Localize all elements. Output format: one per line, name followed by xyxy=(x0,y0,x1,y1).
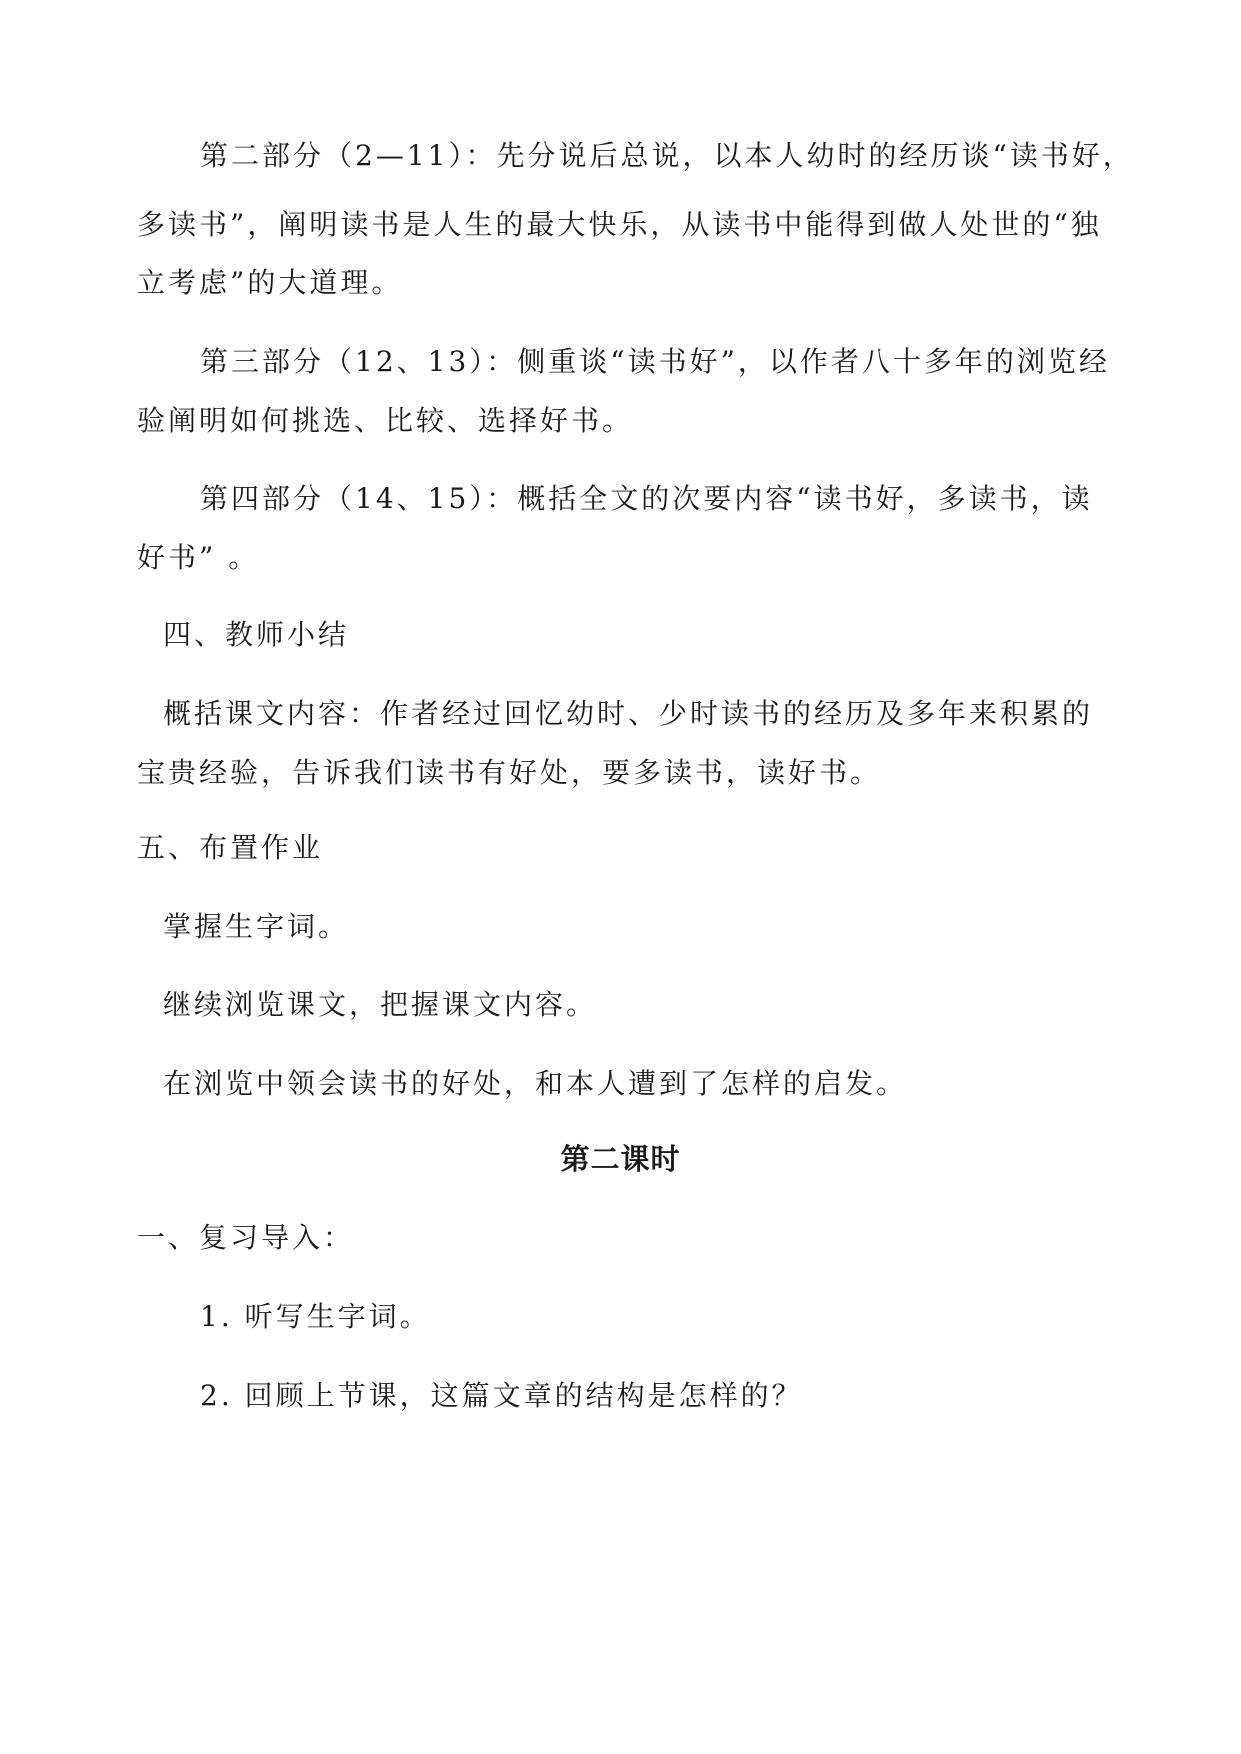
section4-heading: 四、教师小结 xyxy=(163,618,350,651)
part4-line2: 好书” 。 xyxy=(137,541,260,574)
part3-line1: 第三部分（12、13）：侧重谈“读书好”，以作者八十多年的浏览经 xyxy=(200,345,1110,378)
part3-line2: 验阐明如何挑选、比较、选择好书。 xyxy=(137,404,634,437)
part2-line1: 第二部分（2—11）：先分说后总说，以本人幼时的经历谈“读书好， xyxy=(200,139,1134,172)
review-item: 1. 听写生字词。 xyxy=(200,1300,431,1333)
summary-line1: 概括课文内容：作者经过回忆幼时、少时读书的经历及多年来积累的 xyxy=(163,697,1094,730)
homework-item: 继续浏览课文，把握课文内容。 xyxy=(163,988,598,1021)
homework-item: 掌握生字词。 xyxy=(163,910,350,943)
review-item: 2. 回顾上节课，这篇文章的结构是怎样的？ xyxy=(200,1379,803,1412)
summary-line2: 宝贵经验，告诉我们读书有好处，要多读书，读好书。 xyxy=(137,756,882,789)
section5-heading: 五、布置作业 xyxy=(137,831,324,864)
lesson2-title: 第二课时 xyxy=(560,1142,681,1176)
review-heading: 一、复习导入： xyxy=(137,1221,355,1254)
part2-line2: 多读书”，阐明读书是人生的最大快乐，从读书中能得到做人处世的“独 xyxy=(137,208,1102,241)
part2-line3: 立考虑”的大道理。 xyxy=(137,266,403,299)
homework-item: 在浏览中领会读书的好处，和本人遭到了怎样的启发。 xyxy=(163,1067,908,1100)
part4-line1: 第四部分（14、15）：概括全文的次要内容“读书好，多读书，读 xyxy=(200,482,1093,515)
